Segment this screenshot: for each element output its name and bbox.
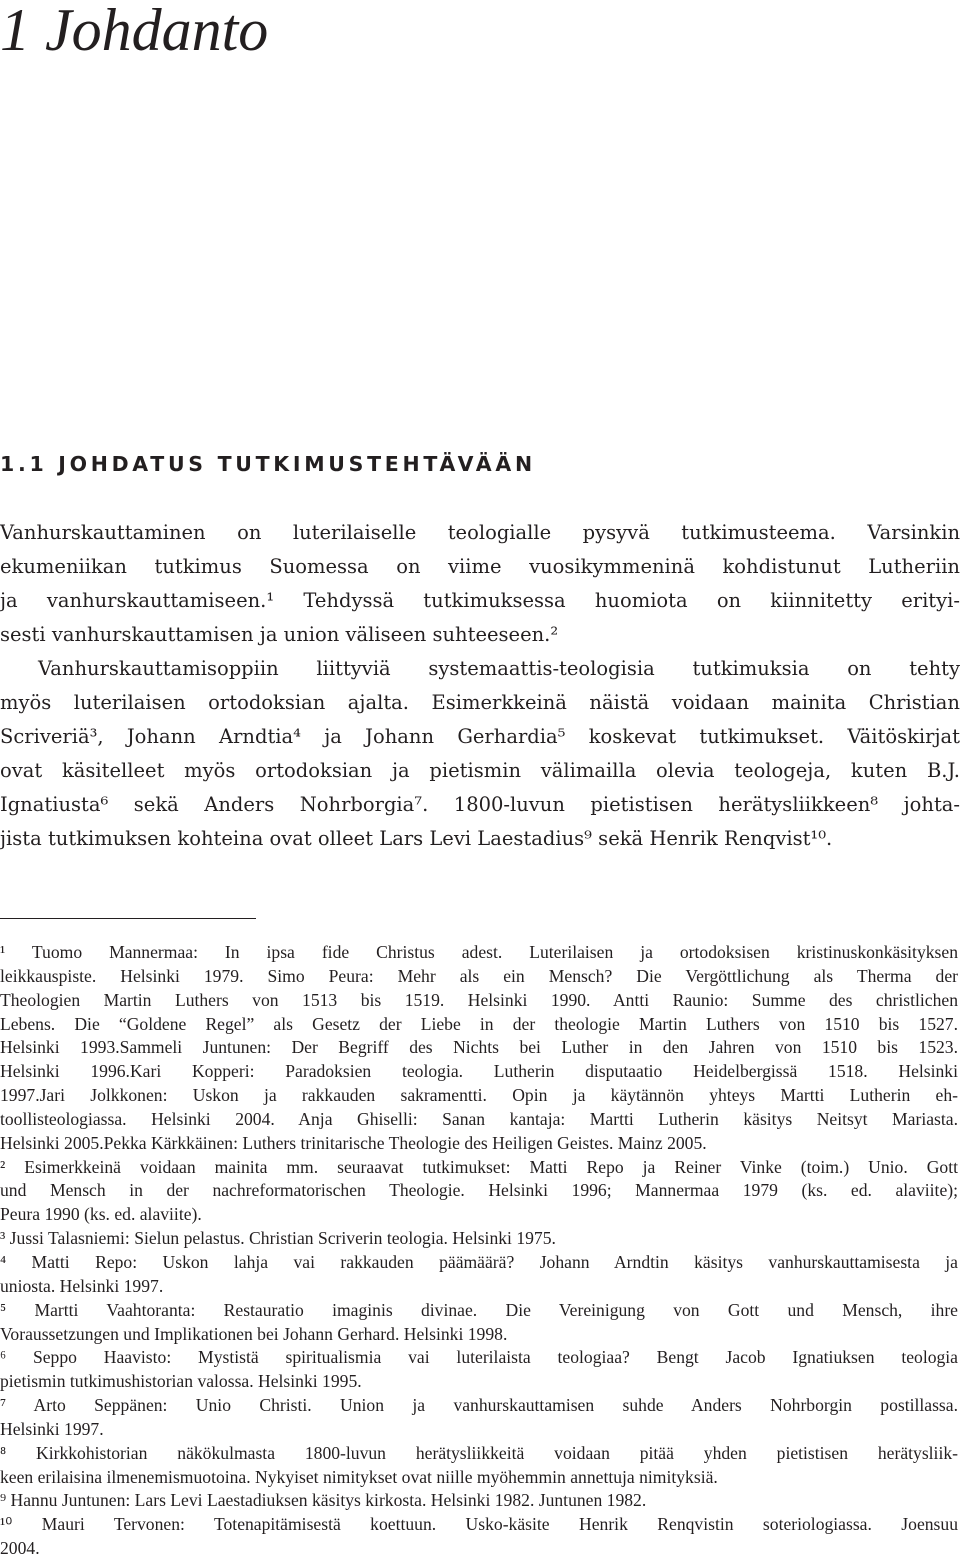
footnote-line: ⁸ Kirkkohistorian näkökulmasta 1800-luvun herätysliikkeitä voidaan pitää yhden pietistisen herätysliik- bbox=[0, 1442, 958, 1463]
footnote-line: Lebens. Die “Goldene Regel” als Gesetz der Liebe in der theologie Martin Luthers von 1510 bis 1527. bbox=[0, 1013, 958, 1034]
body-line: sesti vanhurskauttamisen ja union väliseen suhteeseen.² bbox=[0, 623, 559, 646]
footnote-separator bbox=[0, 918, 256, 919]
footnote-line: Peura 1990 (ks. ed. alaviite). bbox=[0, 1204, 202, 1225]
footnote-line: ¹ Tuomo Mannermaa: In ipsa fide Christus adest. Luterilaisen ja ortodoksisen kristinuskonkäsityksen bbox=[0, 942, 958, 962]
footnote-line: leikkauspiste. Helsinki 1979. Simo Peura: Mehr als ein Mensch? Die Vergöttlichung als Therma der bbox=[0, 965, 958, 986]
footnote-line: ⁹ Hannu Juntunen: Lars Levi Laestadiuksen käsitys kirkosta. Helsinki 1982. Juntunen 1982. bbox=[0, 1490, 647, 1511]
footnote-line: Helsinki 2005.Pekka Kärkkäinen: Luthers trinitarische Theologie des Heiligen Geistes. Mainz 2005. bbox=[0, 1132, 707, 1153]
body-line: myös luterilaisen ortodoksian ajalta. Esimerkkeinä näistä voidaan mainita Christian bbox=[0, 691, 960, 714]
footnote-line: Voraussetzungen und Implikationen bei Johann Gerhard. Helsinki 1998. bbox=[0, 1323, 508, 1344]
footnotes bbox=[0, 941, 958, 1561]
footnote-line: pietismin tutkimushistorian valossa. Helsinki 1995. bbox=[0, 1371, 362, 1392]
footnote-line: uniosta. Helsinki 1997. bbox=[0, 1275, 164, 1296]
footnote-line: Helsinki 1997. bbox=[0, 1418, 104, 1439]
body-line: Vanhurskauttaminen on luterilaiselle teologialle pysyvä tutkimusteema. Varsinkin bbox=[0, 521, 960, 544]
footnote-line: ² Esimerkkeinä voidaan mainita mm. seuraavat tutkimukset: Matti Repo ja Reiner Vinke (toim.) Unio. Gott bbox=[0, 1156, 958, 1177]
footnote-line: ⁶ Seppo Haavisto: Mystistä spiritualismia vai luterilaista teologiaa? Bengt Jacob Ignatiuksen teologia bbox=[0, 1347, 958, 1368]
body-line: ekumeniikan tutkimus Suomessa on viime vuosikymmeninä kohdistunut Lutheriin bbox=[0, 555, 960, 578]
footnote-line: 1997.Jari Jolkkonen: Uskon ja rakkauden sakramentti. Opin ja käytännön yhteys Martti Lutherin eh- bbox=[0, 1085, 958, 1106]
footnote-line: ¹⁰ Mauri Tervonen: Totenapitämisestä koettuun. Usko-käsite Henrik Renqvistin soteriologiassa. Joensuu bbox=[0, 1514, 958, 1535]
body-line: Ignatiusta⁶ sekä Anders Nohrborgia⁷. 1800-luvun pietistisen herätysliikkeen⁸ johta- bbox=[0, 793, 960, 816]
body-line: ovat käsitelleet myös ortodoksian ja pietismin välimailla olevia teologeja, kuten B.J. bbox=[0, 759, 960, 782]
footnote-line: toollisteologiassa. Helsinki 2004. Anja Ghiselli: Sanan kantaja: Martti Lutherin käsitys Neitsyt Mariasta. bbox=[0, 1108, 958, 1129]
section-heading: 1.1 JOHDATUS TUTKIMUSTEHTÄVÄÄN bbox=[0, 452, 536, 476]
body-line: Vanhurskauttamisoppiin liittyviä systemaattis-teologisia tutkimuksia on tehty bbox=[38, 657, 960, 680]
footnote-line: ⁷ Arto Seppänen: Unio Christi. Union ja vanhurskauttamisen suhde Anders Nohrborgin postillassa. bbox=[0, 1395, 958, 1416]
body-line: Scriveriä³, Johann Arndtia⁴ ja Johann Gerhardia⁵ koskevat tutkimukset. Väitöskirjat bbox=[0, 725, 960, 748]
footnote-line: und Mensch in der nachreformatorischen Theologie. Helsinki 1996; Mannermaa 1979 (ks. ed. alaviite); bbox=[0, 1180, 958, 1201]
body-text bbox=[0, 516, 960, 856]
body-line: ja vanhurskauttamiseen.¹ Tehdyssä tutkimuksessa huomiota on kiinnitetty erityi- bbox=[0, 589, 960, 612]
chapter-title: 1 Johdanto bbox=[0, 0, 269, 63]
footnote-line: keen erilaisina ilmenemismuotoina. Nykyiset nimitykset ovat niille myöhemmin annettuja nimityksiä. bbox=[0, 1466, 718, 1487]
footnote-line: ⁵ Martti Vaahtoranta: Restauratio imaginis divinae. Die Vereinigung von Gott und Mensch, ihre bbox=[0, 1299, 958, 1320]
footnote-line: ⁴ Matti Repo: Uskon lahja vai rakkauden päämäärä? Johann Arndtin käsitys vanhurskauttamisesta ja bbox=[0, 1251, 958, 1272]
footnote-line: ³ Jussi Talasniemi: Sielun pelastus. Christian Scriverin teologia. Helsinki 1975. bbox=[0, 1228, 556, 1249]
footnote-line: 2004. bbox=[0, 1538, 40, 1559]
body-line: jista tutkimuksen kohteina ovat olleet Lars Levi Laestadius⁹ sekä Henrik Renqvist¹⁰. bbox=[0, 827, 833, 850]
footnote-line: Theologien Martin Luthers von 1513 bis 1519. Helsinki 1990. Antti Raunio: Summe des christlichen bbox=[0, 989, 958, 1010]
footnote-line: Helsinki 1993.Sammeli Juntunen: Der Begriff des Nichts bei Luther in den Jahren von 1510 bis 1523. bbox=[0, 1037, 958, 1058]
footnote-line: Helsinki 1996.Kari Kopperi: Paradoksien teologia. Lutherin disputaatio Heidelbergissä 1518. Helsinki bbox=[0, 1061, 958, 1082]
